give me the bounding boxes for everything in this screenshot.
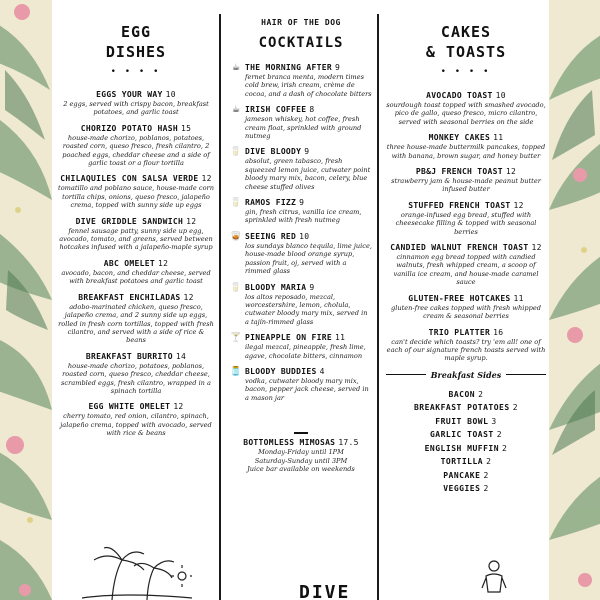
item-name (245, 105, 372, 115)
item-name (245, 232, 372, 242)
column-divider (377, 14, 379, 600)
cakes-list (386, 91, 546, 363)
item-price: 12 (201, 174, 212, 184)
side-price: 2 (478, 389, 484, 399)
item-description: cherry tomato, red onion, cilantro, spinach, jalapeño crema, topped with avocado, served with rice & beans (60, 412, 212, 438)
column-divider (219, 14, 221, 600)
item-price: 12 (186, 216, 197, 226)
item-description: gluten-free cakes topped with fresh whipped cream & seasonal berries (391, 303, 541, 321)
side-price: 2 (483, 484, 489, 494)
cocktail-body (245, 232, 372, 276)
cocktail-item (230, 198, 372, 225)
bottomless-label: BOTTOMLESS MIMOSAS (243, 438, 336, 448)
item-title: RAMOS FIZZ (245, 198, 297, 208)
coffee-glass-icon: ☕ (231, 63, 241, 73)
item-description: strawberry jam & house-made peanut butter infused butter (391, 177, 541, 194)
item-description: avocado, bacon, and cheddar cheese, served with breakfast potatoes and garlic toast (61, 268, 211, 286)
side-name: TORTILLA (440, 457, 484, 467)
coffee-mug-icon: ☕ (231, 105, 241, 116)
item-name (245, 283, 372, 293)
side-price: 3 (491, 416, 497, 426)
dot-divider: • • • • (440, 67, 492, 77)
side-item (386, 442, 546, 456)
item-price: 16 (493, 327, 504, 337)
item-description: cinnamon egg bread topped with candied walnuts, fresh whipped cream, a scoop of vanilla ice cream, and house-made caramel sauce (393, 253, 539, 287)
item-name (386, 201, 546, 211)
cocktail-body (245, 105, 372, 140)
cocktail-body (245, 367, 372, 402)
side-name: ENGLISH MUFFIN (424, 443, 500, 453)
rule (386, 374, 426, 375)
bottomless-line: Juice bar available on weekends (247, 464, 355, 473)
item-description: sourdough toast topped with smashed avocado, pico de gallo, queso fresco, micro cilantro, served with seasonal berries on the side (386, 101, 546, 126)
item-description: ilegal mezcal, pineapple, fresh lime, agave, chocolate bitters, cinnamon (245, 343, 366, 360)
item-name (386, 328, 546, 338)
cocktail-body (245, 63, 372, 98)
item-title: THE MORNING AFTER (245, 63, 332, 72)
item-name (245, 333, 372, 343)
swimmer-illustration (480, 558, 510, 600)
item-title: EGGS YOUR WAY (96, 90, 163, 99)
side-item (386, 388, 546, 402)
cakes-toasts-section (386, 22, 546, 496)
side-item (386, 415, 546, 429)
title-line: CAKES (440, 23, 492, 41)
breakfast-sides-header (386, 370, 546, 380)
item-price: 9 (304, 147, 310, 157)
item-price: 10 (165, 90, 176, 99)
item-title: EGG WHITE OMELET (88, 402, 171, 412)
cocktail-item (230, 63, 372, 98)
menu-item (386, 201, 546, 236)
side-name: GARLIC TOAST (429, 430, 494, 440)
item-price: 12 (513, 200, 524, 210)
menu-item (58, 293, 214, 345)
cocktail-item (230, 105, 372, 140)
dive-logo: DIVE (299, 582, 351, 600)
side-item (386, 401, 546, 415)
item-description: 2 eggs, served with crispy bacon, breakfast potatoes, and garlic toast (63, 100, 209, 117)
item-name (386, 294, 546, 304)
side-price: 2 (496, 430, 503, 440)
item-price: 4 (319, 366, 325, 376)
item-title: PB&J FRENCH TOAST (415, 167, 503, 177)
item-price: 10 (299, 231, 310, 241)
item-title: PINEAPPLE ON FIRE (245, 333, 332, 343)
item-name (245, 198, 372, 208)
cocktails-section (230, 18, 372, 473)
item-name (58, 217, 214, 227)
item-title: SEEING RED (245, 231, 297, 241)
menu-item (386, 243, 546, 287)
item-title: ABC OMELET (103, 258, 155, 268)
item-price: 14 (175, 351, 187, 361)
item-name (386, 167, 546, 177)
item-name (386, 91, 546, 101)
egg-dishes-list (58, 90, 214, 438)
dot-divider: • • • • (110, 67, 162, 77)
item-title: DIVE GRIDDLE SANDWICH (75, 216, 184, 226)
menu-item (58, 402, 214, 437)
cocktail-item (230, 232, 372, 276)
palm-trees-illustration (82, 540, 192, 600)
divider-bar (294, 432, 308, 434)
egg-dishes-section (58, 22, 214, 445)
item-description: vodka, cutwater bloody mary mix, bacon, pepper jack cheese, served in a mason jar (245, 376, 369, 402)
menu-item (58, 352, 214, 396)
bottomless-price: 17.5 (338, 438, 359, 448)
item-price: 12 (505, 167, 517, 177)
item-title: CHORIZO POTATO HASH (80, 123, 178, 133)
rule (506, 374, 546, 375)
menu-item (58, 90, 214, 117)
cocktail-item (230, 367, 372, 402)
cocktail-item (230, 283, 372, 327)
item-description: absolut, green tabasco, fresh squeezed lemon juice, cutwater point bloody mary mix, bacon, celery, blue cheese stuffed olives (245, 157, 371, 191)
item-price: 12 (157, 258, 169, 268)
cocktails-subtitle: HAIR OF THE DOG (261, 18, 341, 27)
side-item (386, 482, 546, 496)
item-name (58, 402, 214, 412)
item-name (58, 90, 214, 100)
item-name (58, 293, 214, 303)
item-description: jameson whiskey, hot coffee, fresh cream float, sprinkled with ground nutmeg (245, 115, 362, 141)
item-description: fernet branca menta, modern times cold brew, irish cream, crème de cocoa, and a dash of chocolate bitters (245, 73, 372, 98)
side-price: 2 (483, 470, 489, 480)
cocktail-body (245, 147, 372, 191)
side-price: 2 (512, 403, 519, 413)
item-name (386, 243, 546, 253)
side-name: PANCAKE (443, 470, 481, 480)
side-name: FRUIT BOWL (435, 416, 489, 426)
item-description: los altos reposado, mezcal, worcestershire, lemon, cholula, cutwater bloody mary mix, served in a tajín-rimmed glass (245, 292, 368, 326)
menu-item (386, 91, 546, 126)
item-name (245, 147, 372, 157)
pint-glass-icon: 🥛 (230, 282, 242, 293)
side-name: VEGGIES (443, 484, 481, 494)
menu-item (386, 167, 546, 194)
item-title: CANDIED WALNUT FRENCH TOAST (390, 243, 529, 253)
item-description: gin, fresh citrus, vanilla ice cream, sprinkled with fresh nutmeg (245, 208, 362, 225)
item-price: 12 (173, 402, 184, 412)
item-price: 9 (309, 282, 315, 292)
item-title: TRIO PLATTER (428, 327, 491, 337)
rocks-glass-icon: 🥃 (230, 231, 242, 242)
menu-item (386, 133, 546, 160)
cakes-toasts-title (386, 22, 546, 62)
tall-glass-icon: 🥛 (230, 198, 242, 209)
breakfast-sides-list (386, 388, 546, 496)
side-item (386, 455, 546, 469)
side-name: BACON (448, 389, 476, 399)
item-name (58, 124, 214, 134)
menu-item (58, 259, 214, 286)
item-name (245, 367, 372, 377)
martini-glass-icon: 🍸 (230, 333, 242, 344)
item-price: 10 (495, 91, 506, 100)
item-price: 11 (334, 333, 346, 343)
item-description: orange-infused egg bread, stuffed with cheesecake filling & topped with seasonal berries (395, 210, 537, 236)
item-title: MONKEY CAKES (428, 133, 491, 143)
title-line: & TOASTS (425, 43, 507, 61)
egg-dishes-title (58, 22, 214, 62)
menu-item (58, 124, 214, 168)
item-price: 11 (513, 293, 524, 303)
mason-jar-icon: 🫙 (230, 366, 242, 377)
side-item (386, 469, 546, 483)
menu-item (58, 174, 214, 209)
item-description: fennel sausage patty, sunny side up egg, avocado, tomato, and greens, served between hotcakes infused with a jalapeño-maple syrup (59, 226, 213, 252)
item-description: house-made chorizo, potatoes, poblanos, roasted corn, queso fresco, cheddar cheese, scrambled eggs, fresh cilantro, wrapped in a spinach tortilla (61, 361, 211, 395)
item-description: house-made chorizo, poblanos, potatoes, roasted corn, queso fresco, fresh cilantro, 2 poached eggs, cheddar cheese and a side of garlic toast or a flour tortilla (62, 133, 210, 168)
side-name: BREAKFAST POTATOES (413, 403, 510, 413)
item-name (58, 352, 214, 362)
item-title: GLUTEN-FREE HOTCAKES (408, 293, 511, 303)
menu-item (386, 328, 546, 363)
item-price: 15 (180, 123, 192, 133)
item-price: 8 (309, 105, 315, 115)
item-price: 9 (299, 198, 305, 208)
item-title: BREAKFAST BURRITO (85, 351, 173, 361)
item-price: 9 (334, 63, 341, 72)
cocktail-item (230, 333, 372, 360)
item-title: BLOODY MARIA (245, 282, 307, 292)
menu-card (52, 0, 549, 600)
item-price: 12 (183, 292, 194, 302)
item-description: three house-made buttermilk pancakes, topped with banana, brown sugar, and honey butter (386, 143, 546, 160)
item-title: AVOCADO TOAST (426, 91, 493, 100)
cocktails-title: COCKTAILS (258, 35, 344, 51)
breakfast-sides-title: Breakfast Sides (430, 369, 502, 380)
cocktail-body (245, 283, 372, 327)
pint-glass-icon: 🥛 (230, 147, 242, 158)
title-line: EGG (120, 23, 152, 41)
item-price: 12 (531, 243, 542, 253)
side-price: 2 (486, 457, 492, 467)
bottomless-line: Saturday-Sunday until 3PM (254, 456, 348, 465)
bottomless-name (230, 438, 372, 448)
item-price: 11 (493, 133, 504, 143)
item-name (58, 174, 214, 184)
item-title: BREAKFAST ENCHILADAS (78, 292, 181, 302)
side-price: 2 (502, 443, 508, 453)
item-description: los sundays blanco tequila, lime juice, house-made blood orange syrup, passion fruit, oj, served with a rimmed glass (245, 241, 372, 276)
item-title: IRISH COFFEE (245, 105, 307, 115)
item-title: CHILAQUILES CON SALSA VERDE (60, 174, 199, 184)
item-description: tomatillo and poblano sauce, house-made corn tortilla chips, onions, queso fresco, jalapeño crema, topped with sunny side up eggs (58, 184, 214, 210)
cocktail-body (245, 198, 372, 225)
item-title: STUFFED FRENCH TOAST (408, 200, 511, 210)
cocktails-list (230, 63, 372, 402)
item-description: can't decide which toasts? try 'em all! one of each of our signature french toasts served with maple syrup. (386, 337, 546, 363)
item-name (58, 259, 214, 269)
menu-item (58, 217, 214, 252)
item-name (245, 63, 372, 73)
cocktail-item (230, 147, 372, 191)
item-title: DIVE BLOODY (245, 147, 302, 157)
item-name (386, 133, 546, 143)
bottomless-mimosas (230, 432, 372, 473)
item-title: BLOODY BUDDIES (245, 366, 317, 376)
title-line: DISHES (105, 43, 167, 61)
menu-item (386, 294, 546, 321)
side-item (386, 428, 546, 442)
bottomless-line: Monday-Friday until 1PM (258, 448, 344, 457)
cocktail-body (245, 333, 372, 360)
item-description: adobo-marinated chicken, queso fresco, jalapeño crema, and 2 sunny side up eggs, rolled in fresh corn tortillas, topped with fresh cilantro, and served with a side of rice & beans (58, 302, 214, 345)
